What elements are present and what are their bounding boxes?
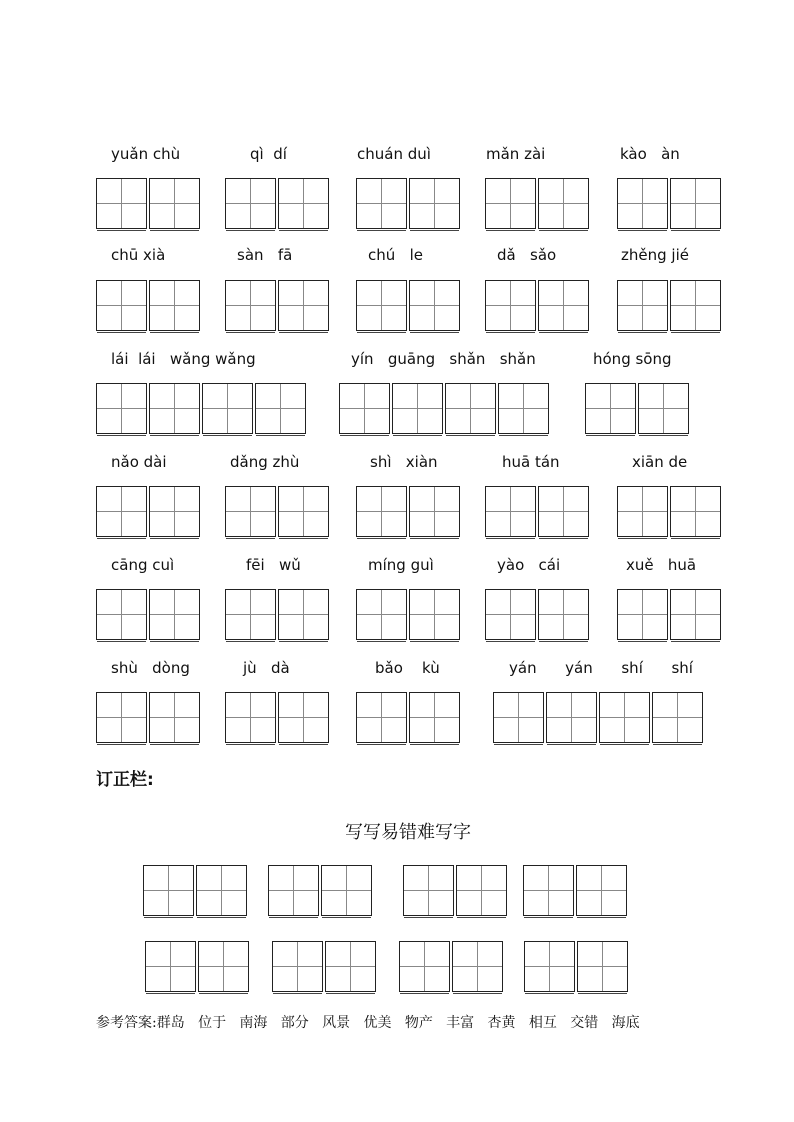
grid-cell[interactable]: [278, 692, 329, 743]
grid-cell[interactable]: [524, 941, 575, 992]
grid-cell[interactable]: [392, 383, 443, 434]
grid-cell[interactable]: [268, 865, 319, 916]
grid-cell[interactable]: [278, 589, 329, 640]
writing-grid[interactable]: [617, 178, 723, 229]
writing-grid[interactable]: [268, 865, 374, 916]
pinyin-label: zhěng jié: [621, 246, 689, 264]
grid-cell[interactable]: [456, 865, 507, 916]
pinyin-label: yuǎn chù: [111, 145, 181, 163]
grid-cell[interactable]: [356, 589, 407, 640]
pinyin-label: yín guāng shǎn shǎn: [351, 350, 536, 368]
writing-grid[interactable]: [96, 692, 202, 743]
pinyin-label: chuán duì: [357, 145, 431, 163]
pinyin-label: dǎ sǎo: [497, 246, 557, 264]
writing-grid[interactable]: [485, 589, 591, 640]
writing-grid[interactable]: [617, 486, 723, 537]
grid-cell[interactable]: [670, 486, 721, 537]
grid-cell[interactable]: [493, 692, 544, 743]
writing-grid[interactable]: [225, 486, 331, 537]
grid-cell[interactable]: [403, 865, 454, 916]
grid-cell[interactable]: [96, 692, 147, 743]
grid-cell[interactable]: [278, 280, 329, 331]
grid-cell[interactable]: [445, 383, 496, 434]
grid-cell[interactable]: [638, 383, 689, 434]
grid-cell[interactable]: [670, 280, 721, 331]
pinyin-label: jù dà: [243, 659, 290, 677]
grid-cell[interactable]: [409, 178, 460, 229]
grid-cell[interactable]: [498, 383, 549, 434]
grid-cell[interactable]: [149, 589, 200, 640]
grid-cell[interactable]: [452, 941, 503, 992]
grid-cell[interactable]: [577, 941, 628, 992]
answer-key: 参考答案:群岛 位于 南海 部分 风景 优美 物产 丰富 杏黄 相互 交错 海底: [96, 1015, 640, 1031]
writing-grid[interactable]: [96, 280, 202, 331]
practice-title: 写写易错难写字: [345, 822, 471, 843]
pinyin-label: xiān de: [632, 453, 688, 471]
grid-cell[interactable]: [409, 692, 460, 743]
pinyin-label: xuě huā: [626, 556, 697, 574]
writing-grid[interactable]: [96, 589, 202, 640]
grid-cell[interactable]: [538, 486, 589, 537]
pinyin-label: chū xià: [111, 246, 166, 264]
grid-cell[interactable]: [96, 589, 147, 640]
grid-cell[interactable]: [149, 383, 200, 434]
grid-cell[interactable]: [145, 941, 196, 992]
grid-cell[interactable]: [599, 692, 650, 743]
pinyin-label: shù dòng: [111, 659, 190, 677]
grid-cell[interactable]: [576, 865, 627, 916]
grid-cell[interactable]: [652, 692, 703, 743]
writing-grid[interactable]: [617, 589, 723, 640]
writing-grid[interactable]: [493, 692, 705, 743]
writing-grid[interactable]: [356, 486, 462, 537]
grid-cell[interactable]: [96, 280, 147, 331]
pinyin-label: bǎo kù: [375, 659, 440, 677]
writing-grid[interactable]: [96, 383, 308, 434]
grid-cell[interactable]: [485, 486, 536, 537]
pinyin-label: huā tán: [502, 453, 560, 471]
pinyin-label: shì xiàn: [370, 453, 438, 471]
grid-cell[interactable]: [325, 941, 376, 992]
grid-cell[interactable]: [617, 589, 668, 640]
grid-cell[interactable]: [670, 589, 721, 640]
pinyin-label: qì dí: [250, 145, 287, 163]
grid-cell[interactable]: [278, 178, 329, 229]
writing-grid[interactable]: [523, 865, 629, 916]
pinyin-label: fēi wǔ: [246, 556, 301, 574]
grid-cell[interactable]: [149, 178, 200, 229]
grid-cell[interactable]: [538, 178, 589, 229]
correction-heading: 订正栏:: [96, 770, 154, 790]
grid-cell[interactable]: [272, 941, 323, 992]
writing-grid[interactable]: [356, 280, 462, 331]
writing-grid[interactable]: [403, 865, 509, 916]
writing-grid[interactable]: [225, 692, 331, 743]
grid-cell[interactable]: [538, 589, 589, 640]
grid-cell[interactable]: [617, 280, 668, 331]
writing-grid[interactable]: [96, 486, 202, 537]
grid-cell[interactable]: [399, 941, 450, 992]
grid-cell[interactable]: [523, 865, 574, 916]
grid-cell[interactable]: [485, 589, 536, 640]
grid-cell[interactable]: [225, 178, 276, 229]
grid-cell[interactable]: [225, 486, 276, 537]
pinyin-label: kào àn: [620, 145, 680, 163]
grid-cell[interactable]: [617, 486, 668, 537]
grid-cell[interactable]: [96, 486, 147, 537]
grid-cell[interactable]: [278, 486, 329, 537]
grid-cell[interactable]: [617, 178, 668, 229]
writing-grid[interactable]: [524, 941, 630, 992]
pinyin-label: nǎo dài: [111, 453, 167, 471]
grid-cell[interactable]: [198, 941, 249, 992]
writing-grid[interactable]: [339, 383, 551, 434]
writing-grid[interactable]: [356, 589, 462, 640]
grid-cell[interactable]: [485, 178, 536, 229]
grid-cell[interactable]: [225, 280, 276, 331]
grid-cell[interactable]: [149, 280, 200, 331]
pinyin-label: yán yán shí shí: [509, 659, 693, 677]
grid-cell[interactable]: [149, 692, 200, 743]
grid-cell[interactable]: [96, 178, 147, 229]
pinyin-label: míng guì: [368, 556, 434, 574]
writing-grid[interactable]: [145, 941, 251, 992]
grid-cell[interactable]: [143, 865, 194, 916]
grid-cell[interactable]: [321, 865, 372, 916]
pinyin-label: cāng cuì: [111, 556, 175, 574]
pinyin-label: chú le: [368, 246, 423, 264]
writing-grid[interactable]: [225, 589, 331, 640]
writing-grid[interactable]: [356, 692, 462, 743]
grid-cell[interactable]: [225, 692, 276, 743]
grid-cell[interactable]: [225, 589, 276, 640]
grid-cell[interactable]: [255, 383, 306, 434]
grid-cell[interactable]: [356, 178, 407, 229]
pinyin-label: mǎn zài: [486, 145, 546, 163]
pinyin-label: sàn fā: [237, 246, 293, 264]
grid-cell[interactable]: [339, 383, 390, 434]
grid-cell[interactable]: [485, 280, 536, 331]
writing-grid[interactable]: [356, 178, 462, 229]
writing-grid[interactable]: [143, 865, 249, 916]
pinyin-label: yào cái: [497, 556, 561, 574]
writing-grid[interactable]: [225, 178, 331, 229]
pinyin-label: hóng sōng: [593, 350, 672, 368]
grid-cell[interactable]: [585, 383, 636, 434]
grid-cell[interactable]: [149, 486, 200, 537]
grid-cell[interactable]: [356, 486, 407, 537]
grid-cell[interactable]: [409, 486, 460, 537]
writing-grid[interactable]: [96, 178, 202, 229]
writing-grid[interactable]: [399, 941, 505, 992]
writing-grid[interactable]: [485, 280, 591, 331]
grid-cell[interactable]: [196, 865, 247, 916]
writing-grid[interactable]: [272, 941, 378, 992]
grid-cell[interactable]: [409, 280, 460, 331]
grid-cell[interactable]: [356, 280, 407, 331]
writing-grid[interactable]: [585, 383, 691, 434]
grid-cell[interactable]: [670, 178, 721, 229]
writing-grid[interactable]: [225, 280, 331, 331]
writing-grid[interactable]: [485, 486, 591, 537]
grid-cell[interactable]: [538, 280, 589, 331]
grid-cell[interactable]: [202, 383, 253, 434]
grid-cell[interactable]: [409, 589, 460, 640]
grid-cell[interactable]: [356, 692, 407, 743]
writing-grid[interactable]: [617, 280, 723, 331]
grid-cell[interactable]: [546, 692, 597, 743]
pinyin-label: lái lái wǎng wǎng: [111, 350, 256, 368]
writing-grid[interactable]: [485, 178, 591, 229]
grid-cell[interactable]: [96, 383, 147, 434]
pinyin-label: dǎng zhù: [230, 453, 300, 471]
